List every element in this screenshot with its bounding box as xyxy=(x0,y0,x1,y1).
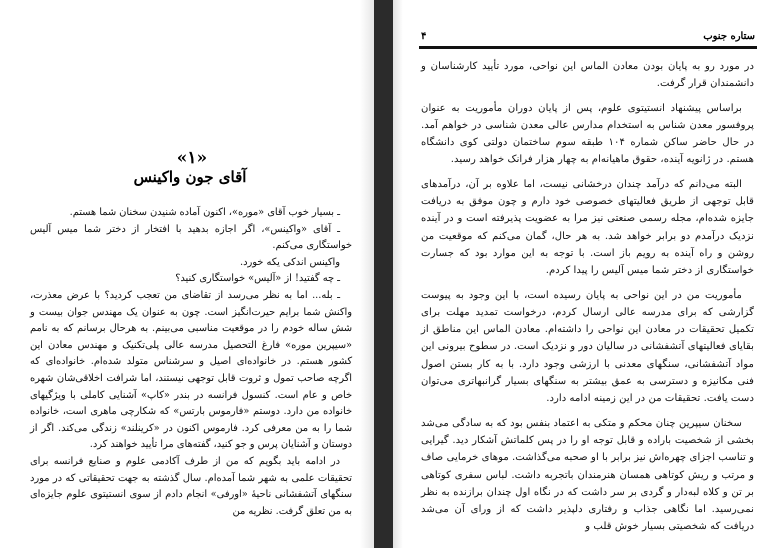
paragraph: ـ بله... اما به نظر می‌رسد از تقاضای من تعجب کردید؟ با عرض معذرت، واکنش شما برایم حیرت‌انگیز است. چون به عنوان یک مهندس جوان بیست و شش ساله خودم را در موقعیت مناسبی می‌بینم. به هرحال برسانم که به نامم «سیپرین موره» فارغ التحصیل مدرسه عالی پلی‌تکنیک و مهندس معادن این کشور هستم. در خانواده‌ای اصیل و سرشناس متولد شده‌ام. خانواده‌ای که اگرچه صاحب تمول و ثروت قابل توجهی نیستند، اما شرافت اخلاقی‌شان شهره خاص و عام است. کنسول فرانسه در بندر «کاپ» آشنایی کاملی با ویژگیهای خانواده من دارد. دوستم «فارموس بارتس» که شکارچی ماهری است، خانواده شما را به من معرفی کرد. فارموس اکنون در «کرینلند» زندگی می‌کند. اگر از دوستان و آشنایان پرس و جو کنید، گفته‌های مرا تأیید خواهند کرد. xyxy=(30,289,352,451)
left-page-body xyxy=(30,205,352,520)
paragraph: در مورد رو به پایان بودن معادن الماس این نواحی، مورد تأیید کارشناسان و دانشمندان قرار گرفت. xyxy=(421,61,754,90)
paragraph: واکینس اندکی یکه خورد. xyxy=(240,256,340,268)
running-header-title: ستاره جنوب xyxy=(703,31,755,42)
gutter-shadow-left xyxy=(360,0,374,548)
paragraph: ـ آقای «واکینس»، اگر اجازه بدهید با افتخار از دختر شما میس آلیس خواستگاری می‌کنم. xyxy=(30,223,352,252)
paragraph: ـ چه گفتید! از «آلیس» خواستگاری کنید؟ xyxy=(175,273,340,285)
chapter-number: «۱» xyxy=(176,148,208,168)
running-header xyxy=(419,32,757,49)
left-page xyxy=(0,0,374,548)
right-page-body xyxy=(421,58,754,536)
page-number: ۴ xyxy=(421,31,427,42)
paragraph: سخنان سیپرین چنان محکم و متکی به اعتماد بنفس بود که به سادگی می‌شد بخشی از شخصیت باراده و قابل توجه او را در پس کلماتش آشکار دید. گیرایی و تناسب اجزای چهره‌اش نیز برابر با او صحبه می‌گذاشت. موهای خرمایی صاف و مرتب و ریش کوتاهی همسان هنرمندان باتجربه داشت. لباس سفری کوتاهی بر تن و کلاه لبه‌دار و گردی بر سر داشت که در نگاه اول چندان برازنده به نظر نمی‌رسید. اما نگاهی جذاب و رفتاری دلپذیر داشت که از ورای آن می‌شد دریافت که شخصیتی بسیار خوش قلب و xyxy=(421,417,754,533)
paragraph: مأموریت من در این نواحی به پایان رسیده است، با این وجود به پیوست گزارشی که برای مدرسه عالی ارسال کردم، درخواست تمدید مهلت برای تکمیل تحقیقات در معادن این نواحی را داشته‌ام. معادن الماس این مناطق از بقایای فعالیتهای آتشفشانی در سالیان دور و نزدیک است. در سطوح بیرونی این مواد آتشفشانی، سنگهای معدنی با ارزشی وجود دارد. با به کار بستن اصول فنی مکانیزه و دسترسی به عمق بیشتر به سنگهای بسیار گرانبهاتری می‌توان دست یافت. تحقیقات من در این زمینه ادامه دارد. xyxy=(421,289,754,405)
right-page xyxy=(393,0,768,548)
paragraph: البته می‌دانم که درآمد چندان درخشانی نیست، اما علاوه بر آن، درآمدهای قابل توجهی از طریق فعالیتهای خصوصی خود دارم و چون موفق به دریافت جایزه شده‌ام، مجله رسمی صنعتی نیز مرا به عضویت پذیرفته است و در آینده نزدیک درآمدم دو برابر خواهد شد. به هر حال، گمان می‌کنم که موقعیت من روشن و راه آینده به رویم باز است. با توجه به این موارد بود که جسارت خواستگاری از دختر شما میس آلیس را پیدا کردم. xyxy=(421,178,754,277)
paragraph: براساس پیشنهاد انستیتوی علوم، پس از پایان دوران مأموریت به عنوان پروفسور معدن شناس به استخدام مدارس عالی معدن شناسی در خواهم آمد. در حال حاضر ساکن شماره ۱۰۴ طبقه سوم ساختمان دولتی کوی دانشگاه هستم. در ژانویه آینده، حقوق ماهیانه‌ام به چهار هزار فرانک خواهد رسید. xyxy=(421,102,754,166)
gutter-shadow-right xyxy=(393,0,403,548)
paragraph: ـ بسیار خوب آقای «موره»، اکنون آماده شنیدن سخنان شما هستم. xyxy=(69,207,340,218)
paragraph: در ادامه باید بگویم که من از طرف آکادمی علوم و صنایع فرانسه برای تحقیقات علمی به شهر شما آمده‌ام. سال گذشته به جهت تحقیقاتی که در مورد سنگهای آتشفشانی ناحیهٔ «اورفی» انجام دادم از سوی انستیتوی علوم جایزه‌ای به من تعلق گرفت. نظریه من xyxy=(30,455,352,517)
chapter-title: آقای جون واکینس xyxy=(133,168,247,186)
